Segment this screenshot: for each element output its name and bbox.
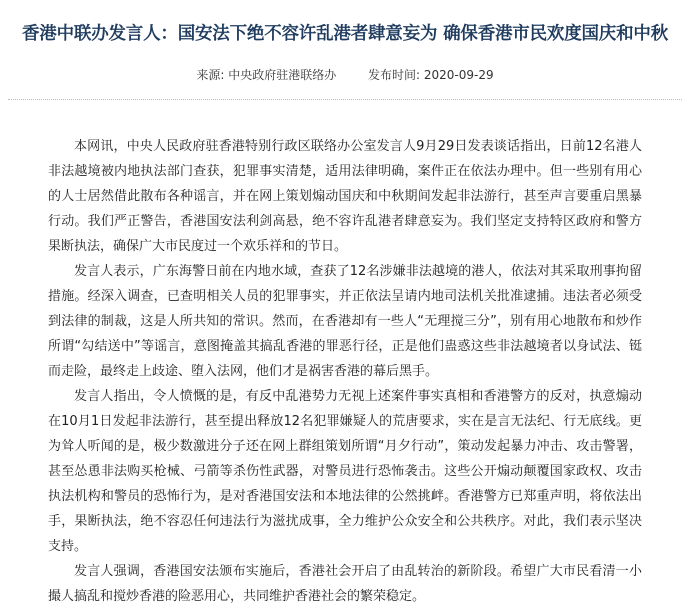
publish-time: 发布时间: 2020-09-29 [368,68,494,82]
divider [8,99,682,100]
paragraph: 发言人强调，香港国安法颁布实施后，香港社会开启了由乱转治的新阶段。希望广大市民看清一小撮人搞乱和搅炒香港的险恶用心，共同维护香港社会的繁荣稳定。 [48,564,642,604]
article-body [48,134,642,609]
article-title: 香港中联办发言人：国安法下绝不容许乱港者肆意妄为 确保香港市民欢度国庆和中秋 [22,23,668,44]
article-source: 来源: 中央政府驻港联络办 [196,68,337,82]
paragraph: 发言人表示，广东海警日前在内地水域，查获了12名涉嫌非法越境的港人，依法对其采取刑事拘留措施。经深入调查，已查明相关人员的犯罪事实，并正依法呈请内地司法机关批准逮捕。违法者必须受到法律的制裁，这是人所共知的常识。然而，在香港却有一些人“无理搅三分”，别有用心地散布和炒作所谓“勾结送中”等谣言，意图掩盖其搞乱香港的罪恶行径，正是他们蛊惑这些非法越境者以身试法、铤而走险，最终走上歧途、堕入法网，他们才是祸害香港的幕后黑手。 [48,264,642,379]
article-meta [0,66,690,83]
paragraph: 本网讯，中央人民政府驻香港特别行政区联络办公室发言人9月29日发表谈话指出，日前12名港人非法越境被内地执法部门查获，犯罪事实清楚，适用法律明确，案件正在依法办理中。但一些别有用心的人士居然借此散布各种谣言，并在网上策划煽动国庆和中秋期间发起非法游行，甚至声言要重启黑暴行动。我们严正警告，香港国安法利剑高悬，绝不容许乱港者肆意妄为。我们坚定支持特区政府和警方果断执法，确保广大市民度过一个欢乐祥和的节日。 [48,139,642,254]
paragraph: 发言人指出，令人愤慨的是，有反中乱港势力无视上述案件事实真相和香港警方的反对，执意煽动在10月1日发起非法游行，甚至提出释放12名犯罪嫌疑人的荒唐要求，实在是言无法纪、行无底线。更为耸人听闻的是，极少数激进分子还在网上群组策划所谓“月夕行动”，策动发起暴力冲击、攻击警署，甚至怂恿非法购买枪械、弓箭等杀伤性武器，对警员进行恐怖袭击。这些公开煽动颠覆国家政权、攻击执法机构和警员的恐怖行为，是对香港国安法和本地法律的公然挑衅。香港警方已郑重声明，将依法出手，果断执法，绝不容忍任何违法行为滋扰成事，全力维护公众安全和公共秩序。对此，我们表示坚决支持。 [48,389,642,554]
